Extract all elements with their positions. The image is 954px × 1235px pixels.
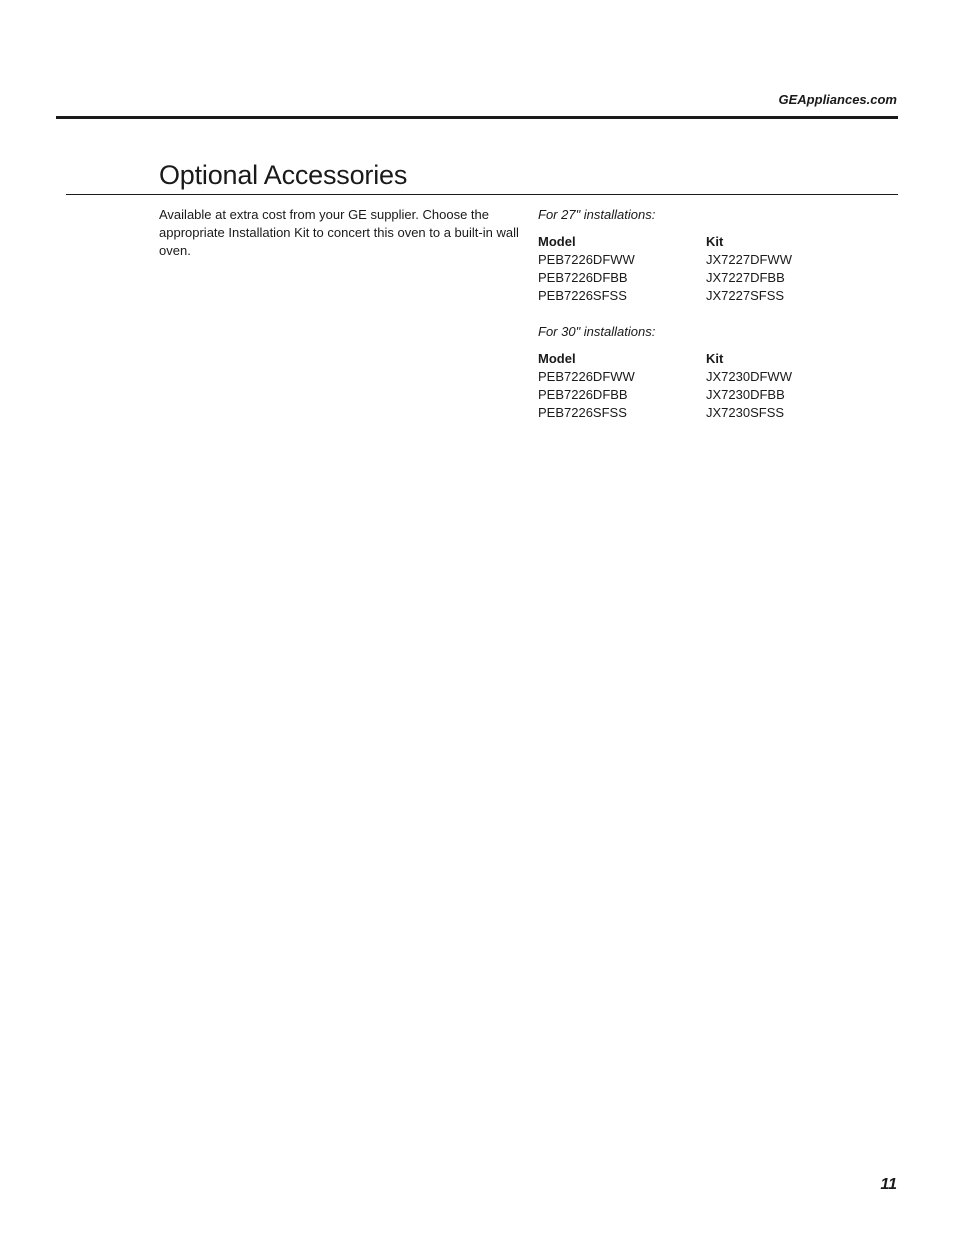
header-divider [56, 116, 898, 119]
table-row [538, 386, 792, 404]
model-cell: PEB7226DFBB [538, 387, 628, 402]
kit-cell: JX7227DFBB [706, 270, 785, 285]
table-row [538, 368, 792, 386]
table-row [538, 269, 792, 287]
kit-cell: JX7227DFWW [706, 252, 792, 267]
column-header-kit: Kit [706, 351, 724, 366]
model-cell: PEB7226SFSS [538, 405, 627, 420]
kit-cell: JX7230SFSS [706, 405, 785, 420]
column-header-model: Model [538, 234, 576, 249]
installation-heading: For 30" installations: [538, 324, 656, 339]
title-divider [66, 194, 898, 195]
model-cell: PEB7226SFSS [538, 288, 627, 303]
installation-heading: For 27" installations: [538, 207, 656, 222]
intro-paragraph: Available at extra cost from your GE supplier. Choose the appropriate Installation Kit to concert this oven to a built-in wall oven. [159, 207, 519, 258]
page-title: Optional Accessories [159, 160, 408, 190]
kit-table [538, 350, 792, 422]
table-header-row [538, 350, 792, 368]
model-cell: PEB7226DFWW [538, 369, 635, 384]
kit-cell: JX7227SFSS [706, 288, 785, 303]
column-header-model: Model [538, 351, 576, 366]
site-url: GEAppliances.com [778, 92, 897, 107]
kit-cell: JX7230DFBB [706, 387, 785, 402]
kit-table [538, 233, 792, 305]
table-row [538, 287, 792, 305]
table-header-row [538, 233, 792, 251]
model-cell: PEB7226DFBB [538, 270, 628, 285]
page-number: 11 [880, 1176, 897, 1193]
table-row [538, 251, 792, 269]
column-header-kit: Kit [706, 234, 724, 249]
table-row [538, 404, 792, 422]
model-cell: PEB7226DFWW [538, 252, 635, 267]
installation-27-section [538, 206, 858, 305]
kit-cell: JX7230DFWW [706, 369, 792, 384]
installation-30-section [538, 323, 858, 422]
